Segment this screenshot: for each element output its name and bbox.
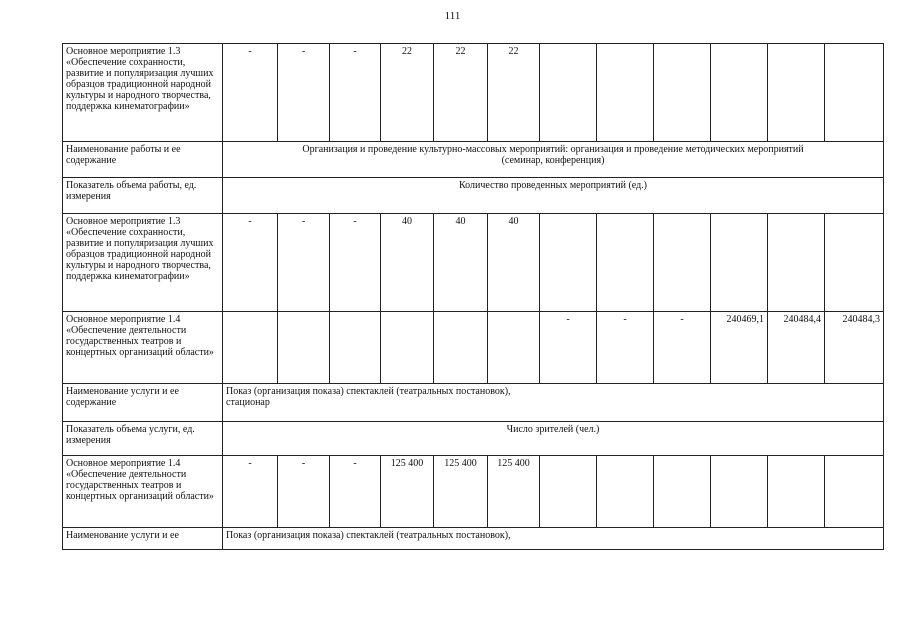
value-cell — [711, 214, 768, 312]
value-cell: - — [540, 312, 597, 384]
value-cell — [768, 456, 825, 528]
value-cell: 22 — [434, 44, 488, 142]
value-cell — [825, 214, 884, 312]
table-row — [63, 44, 884, 142]
value-cell — [825, 44, 884, 142]
table-row — [63, 214, 884, 312]
value-cell: - — [654, 312, 711, 384]
value-cell: 125 400 — [488, 456, 540, 528]
value-cell: - — [223, 214, 278, 312]
value-cell — [654, 456, 711, 528]
table-row — [63, 312, 884, 384]
value-cell — [711, 456, 768, 528]
value-cell: 40 — [488, 214, 540, 312]
value-cell: - — [278, 44, 330, 142]
description-line: (семинар, конференция) — [501, 155, 605, 166]
row-label: Основное мероприятие 1.4 «Обеспечение деятельности государственных театров и концертных организаций области» — [63, 456, 223, 528]
description-line: Число зрителей (чел.) — [506, 424, 600, 435]
table-row — [63, 422, 884, 456]
row-label: Основное мероприятие 1.3 «Обеспечение сохранности, развитие и популяризация лучших образцов традиционной народной культуры и народного творчества, поддержка кинематографии» — [63, 44, 223, 142]
value-cell: - — [330, 214, 381, 312]
merged-description-cell — [223, 528, 884, 550]
table-row — [63, 528, 884, 550]
value-cell — [540, 456, 597, 528]
table-body — [63, 44, 884, 550]
value-cell — [768, 44, 825, 142]
merged-description-cell — [223, 384, 884, 422]
value-cell — [768, 214, 825, 312]
value-cell: - — [278, 214, 330, 312]
value-cell — [654, 44, 711, 142]
value-cell — [381, 312, 434, 384]
table-row — [63, 178, 884, 214]
value-cell: 240469,1 — [711, 312, 768, 384]
row-label: Наименование услуги и ее — [63, 528, 223, 550]
value-cell: - — [278, 456, 330, 528]
value-cell: 40 — [381, 214, 434, 312]
row-label: Наименование услуги и ее содержание — [63, 384, 223, 422]
row-label: Основное мероприятие 1.4 «Обеспечение деятельности государственных театров и концертных организаций области» — [63, 312, 223, 384]
description-line: Организация и проведение культурно-массовых мероприятий: организация и проведение методических мероприятий — [302, 144, 804, 155]
value-cell — [330, 312, 381, 384]
value-cell — [597, 44, 654, 142]
description-line: Показ (организация показа) спектаклей (театральных постановок), — [226, 386, 511, 397]
table-row — [63, 142, 884, 178]
value-cell: - — [223, 456, 278, 528]
value-cell — [654, 214, 711, 312]
value-cell — [540, 214, 597, 312]
row-label: Показатель объема работы, ед. измерения — [63, 178, 223, 214]
value-cell — [278, 312, 330, 384]
value-cell: - — [330, 44, 381, 142]
value-cell: - — [223, 44, 278, 142]
value-cell — [540, 44, 597, 142]
value-cell: - — [597, 312, 654, 384]
indicator-table — [62, 43, 884, 550]
value-cell: - — [330, 456, 381, 528]
row-label: Наименование работы и ее содержание — [63, 142, 223, 178]
description-line: Показ (организация показа) спектаклей (театральных постановок), — [226, 530, 511, 541]
description-line: Количество проведенных мероприятий (ед.) — [458, 180, 648, 191]
value-cell — [488, 312, 540, 384]
value-cell: 125 400 — [381, 456, 434, 528]
value-cell — [434, 312, 488, 384]
row-label: Основное мероприятие 1.3 «Обеспечение сохранности, развитие и популяризация лучших образцов традиционной народной культуры и народного творчества, поддержка кинематографии» — [63, 214, 223, 312]
value-cell: 22 — [488, 44, 540, 142]
merged-description-cell — [223, 142, 884, 178]
value-cell — [223, 312, 278, 384]
page-number: 111 — [444, 10, 461, 22]
table-row — [63, 456, 884, 528]
value-cell — [597, 214, 654, 312]
value-cell: 22 — [381, 44, 434, 142]
table-row — [63, 384, 884, 422]
value-cell: 240484,3 — [825, 312, 884, 384]
value-cell — [597, 456, 654, 528]
row-label: Показатель объема услуги, ед. измерения — [63, 422, 223, 456]
value-cell: 125 400 — [434, 456, 488, 528]
description-line: стационар — [226, 397, 270, 408]
value-cell — [711, 44, 768, 142]
merged-description-cell — [223, 178, 884, 214]
merged-description-cell — [223, 422, 884, 456]
value-cell — [825, 456, 884, 528]
value-cell: 240484,4 — [768, 312, 825, 384]
value-cell: 40 — [434, 214, 488, 312]
